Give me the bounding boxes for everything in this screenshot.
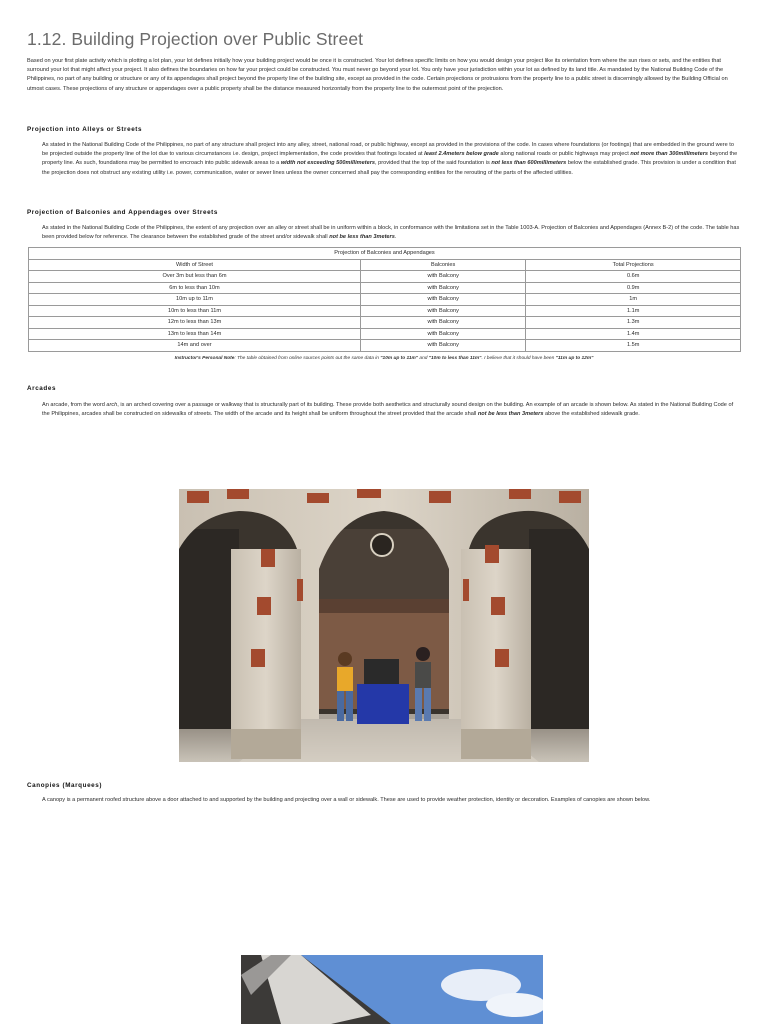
- table-cell: 0.6m: [526, 271, 741, 283]
- projection-table: [28, 247, 741, 352]
- canopy-photo: [241, 955, 543, 1024]
- table-cell: 1.3m: [526, 317, 741, 329]
- table-cell: Over 3m but less than 6m: [29, 271, 361, 283]
- table-header: Balconies: [360, 259, 525, 271]
- table-cell: 6m to less than 10m: [29, 282, 361, 294]
- arcade-photo: [179, 489, 589, 762]
- heading-canopies: Canopies (Marquees): [27, 782, 103, 789]
- heading-alleys: Projection into Alleys or Streets: [27, 126, 143, 133]
- arcades-paragraph: An arcade, from the word arch, is an arched covering over a passage or walkway that is structurally part of its building. These provide both aesthetics and structurally sound design on the building. An example of an arcade is shown below. As stated in the National Building Code of the Philippines, arcades shall be constructed on sidewalks of streets. The width of the arcade and its height shall be uniform throughout the street provided that the arcade shall not be less than 3meters above the established sidewalk grade.: [42, 402, 734, 418]
- table-row: [29, 282, 741, 294]
- table-cell: with Balcony: [360, 271, 525, 283]
- canopies-paragraph: A canopy is a permanent roofed structure above a door attached to and supported by the building and projecting over a wall or sidewalk. These are used to provide weather protection, identity or decoration. Examples of canopies are shown below.: [42, 797, 651, 803]
- table-cell: 0.9m: [526, 282, 741, 294]
- table-cell: 1.5m: [526, 340, 741, 352]
- table-cell: 1.4m: [526, 328, 741, 340]
- table-cell: 10m up to 11m: [29, 294, 361, 306]
- table-cell: with Balcony: [360, 340, 525, 352]
- table-cell: with Balcony: [360, 294, 525, 306]
- table-cell: with Balcony: [360, 328, 525, 340]
- balconies-paragraph: As stated in the National Building Code of the Philippines, the extent of any projection over an alley or street shall be in uniform within a block, in conformance with the limitations set in the Table 1003-A. Projection of Balconies and Appendages (Annex B-2) of the code. The table has been provided below for reference. The clearance between the established grade of the street and/or sidewalk shall not be less than 3meters.: [42, 225, 740, 241]
- table-row: [29, 271, 741, 283]
- table-header: Width of Street: [29, 259, 361, 271]
- table-row: [29, 305, 741, 317]
- table-cell: 1m: [526, 294, 741, 306]
- instructor-note: Instructor's Personal Note: The table obtained from online sources points out the same data in "10m up to 11m" and "10m to less than 11m". I believe that it should have been "11m up to 12m": [174, 356, 594, 361]
- table-cell: with Balcony: [360, 305, 525, 317]
- alleys-paragraph: As stated in the National Building Code of the Philippines, no part of any structure shall project into any alley, street, national road, or public highway, except as provided in the provisions of the code. In cases where foundations (or footings) that are embedded in the ground were to be projected outside the property line of the lot due to various circumstances i.e. design, project implementation, the code provides that footings located at least 2.4meters below grade along national roads or public highways may project not more than 300millimeters beyond the property line. As such, foundations may be permitted to encroach into public sidewalk areas to a width not exceeding 500millimeters, provided that the top of the said foundation is not less than 600millimeters below the established grade. This provision is under a condition that the projection does not obstruct any existing utility i.e. power, communication, water or sewer lines unless the owner concerned shall pay the corresponding entities for the rerouting of the parts of the affected utilities.: [42, 142, 738, 176]
- table-cell: 12m to less than 13m: [29, 317, 361, 329]
- intro-paragraph: Based on your first plate activity which is plotting a lot plan, your lot defines initially how your building project would be once it is constructed. Your lot defines specific limits on how you would design your project like its orientation from where the sun rises or sets, and the entities that surround your lot that might affect your project. It also defines the boundaries on how far your project could be constructed. You must never go beyond your lot. You only have your jurisdiction within your lot as defined by its land title. As mandated by the National Building Code of the Philippines, no part of any building or structure or any of its appendages shall project beyond the property line of the building site, except as provided in the code. Certain projections or protrusions from the property line to a public street is discerningly allowed by the Building Official on utmost cases. These projections of any structure or appendages over a public property shall be the distance measured horizontally from the property line to the outermost point of the projection.: [27, 58, 728, 92]
- heading-balconies: Projection of Balconies and Appendages over Streets: [27, 209, 218, 216]
- table-header-row: [29, 259, 741, 271]
- table-cell: 13m to less than 14m: [29, 328, 361, 340]
- table-cell: with Balcony: [360, 317, 525, 329]
- table-cell: 10m to less than 11m: [29, 305, 361, 317]
- table-row: [29, 340, 741, 352]
- page-title: 1.12. Building Projection over Public Street: [27, 29, 364, 49]
- table-row: [29, 317, 741, 329]
- table-caption: Projection of Balconies and Appendages: [29, 248, 741, 260]
- table-header: Total Projections: [526, 259, 741, 271]
- table-cell: with Balcony: [360, 282, 525, 294]
- table-row: [29, 328, 741, 340]
- table-cell: 1.1m: [526, 305, 741, 317]
- heading-arcades: Arcades: [27, 385, 57, 392]
- table-cell: 14m and over: [29, 340, 361, 352]
- table-row: [29, 294, 741, 306]
